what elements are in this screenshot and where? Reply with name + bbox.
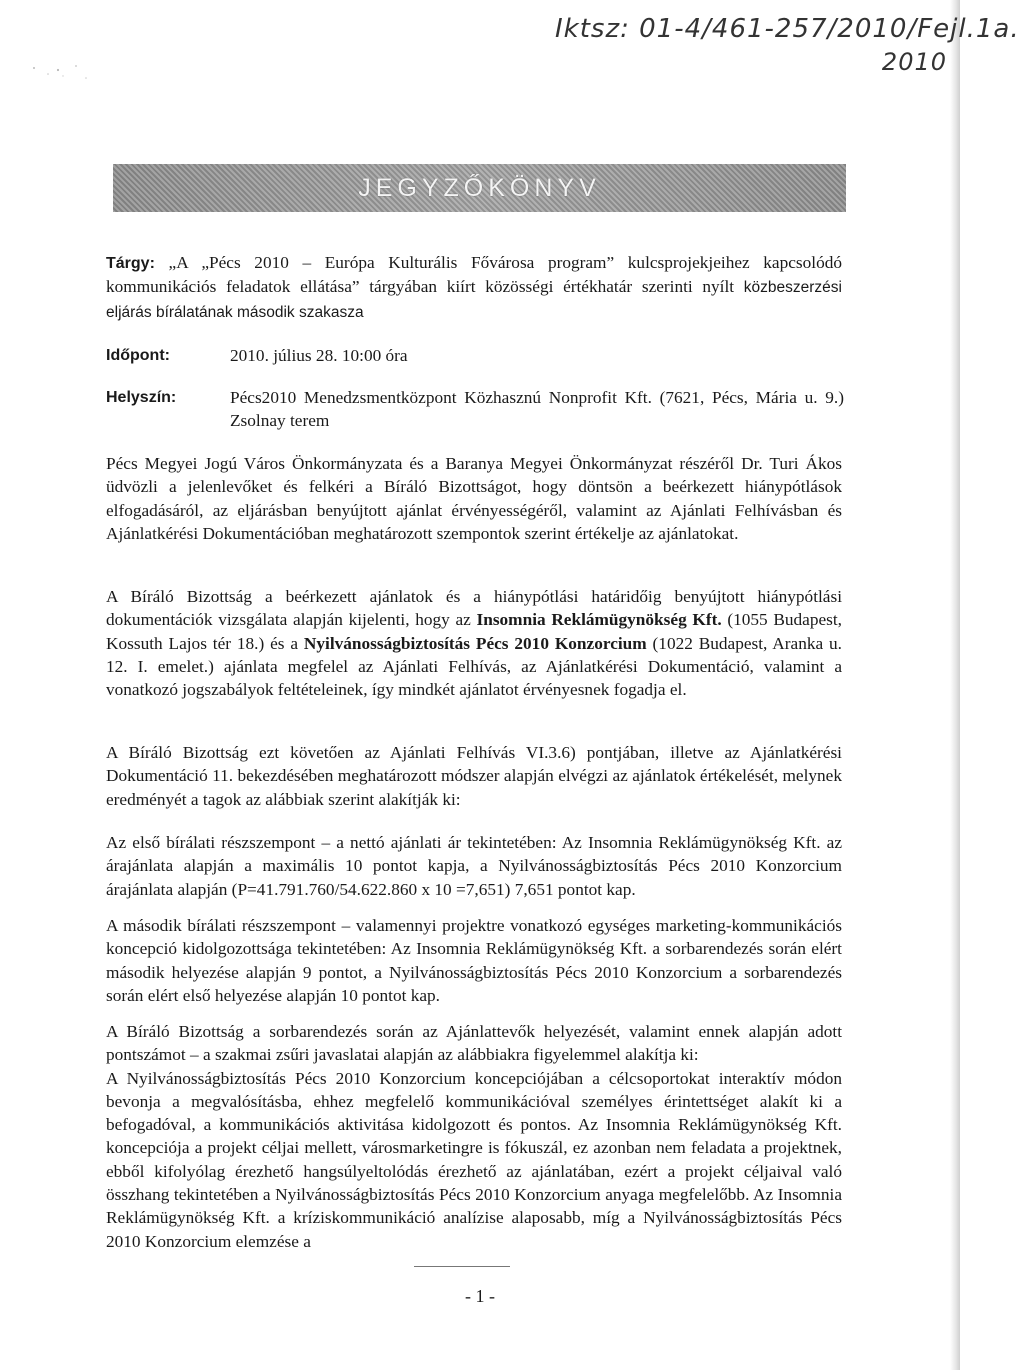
paragraph-validity [106, 585, 842, 701]
location-value: Pécs2010 Menedzsmentközpont Közhasznú Nonprofit Kft. (7621, Pécs, Mária u. 9.) Zsolnay terem [230, 388, 844, 431]
validity-text-2: (1055 Budapest, Kossuth Lajos tér 18.) és a [106, 610, 842, 653]
subject-paragraph [106, 251, 842, 324]
handwritten-reference-number: Iktsz: 01-4/461-257/2010/Fejl.1a. [555, 14, 1020, 44]
footer-rule [414, 1266, 510, 1267]
paragraph-opening: Pécs Megyei Jogú Város Önkormányzata és a Baranya Megyei Önkormányzat részéről Dr. Turi Ákos üdvözli a jelenlevőket és felkéri a Bíráló Bizottságot, hogy döntsön a beérkezett hiánypótlások elfogadásáról, az eljárásban benyújtott ajánlat érvényességéről, valamint az Ajánlati Felhívásban és Ajánlatkérési Dokumentációban meghatározott szempontok szerint értékelje az ajánlatokat. [106, 454, 842, 543]
paragraph-ranking-intro: A Bíráló Bizottság a sorbarendezés során az Ajánlattevők helyezését, valamint ennek alapján adott pontszámot – a szakmai zsűri javaslatai alapján az alábbiakra figyelemmel alakítja ki: [106, 1022, 842, 1065]
subject-block [106, 251, 842, 324]
body-paragraph-4 [106, 831, 842, 901]
body-paragraph-1 [106, 452, 842, 545]
document-title: JEGYZŐKÖNYV [358, 173, 601, 202]
body-paragraph-3 [106, 741, 842, 811]
page-number: - 1 - [465, 1286, 495, 1306]
paragraph-evaluation-method: A Bíráló Bizottság ezt követően az Ajánlati Felhívás VI.3.6) pontjában, illetve az Ajánlatkérési Dokumentáció 11. bekezdésében meghatározott módszer alapján elvégzi az ajánlatok értékelését, melynek eredményét a tagok az alábbiak szerint alakítják ki: [106, 743, 842, 809]
paragraph-first-criterion: Az első bírálati részszempont – a nettó ajánlati ár tekintetében: Az Insomnia Reklámügynökség Kft. az árajánlata alapján a maximális 10 pontot kapja, a Nyilvánosságbiztosítás Pécs 2010 Konzorcium árajánlata alapján (P=41.791.760/54.622.860 x 10 =7,651) 7,651 pontot kap. [106, 833, 842, 899]
scan-edge-shadow [950, 0, 960, 1370]
validity-text-1: A Bíráló Bizottság a beérkezett ajánlatok és a hiánypótlási határidőig benyújtott hiánypótlási dokumentációk vizsgálata alapján kijelenti, hogy az [106, 587, 842, 630]
time-value: 2010. július 28. 10:00 óra [230, 346, 408, 365]
subject-text: „A „Pécs 2010 – Európa Kulturális Fővárosa program” kulcsprojekjeihez kapcsolódó kommunikációs feladatok ellátása” tárgyában kiírt közösségi értékhatár szerinti nyílt [106, 253, 842, 297]
subject-label: Tárgy: [106, 255, 155, 272]
paragraph-second-criterion: A második bírálati részszempont – valamennyi projektre vonatkozó egységes marketing-kommunikációs koncepció kidolgozottsága tekintetében: Az Insomnia Reklámügynökség Kft. a sorbarendezés során elért második helyezése alapján 9 pontot, a Nyilvánosságbiztosítás Pécs 2010 Konzorcium a sorbarendezés során elért első helyezése alapján 10 pontot kap. [106, 916, 842, 1005]
paragraph-ranking-detail: A Nyilvánosságbiztosítás Pécs 2010 Konzorcium koncepciójában a célcsoportokat interaktív módon bevonja a megvalósításba, ehhez megfelelő kommunikációval személyes érintettséget alakít ki a befogadóval, a kommunikációs aktivitása kidolgozott és pontos. Az Insomnia Reklámügynökség Kft. koncepciója a projekt céljai mellett, városmarketingre is fókuszál, ez azonban nem feladata a projektnek, ebből kifolyólag érezhető hangsúlyeltolódás érezhető az ajánlatában, ezért a projekt céljaival való összhang tekintetében a Nyilvánosságbiztosítás Pécs 2010 Konzorcium anyaga megfelelőbb. Az Insomnia Reklámügynökség Kft. a kríziskommunikáció analízise alaposabb, míg a Nyilvánosságbiztosítás Pécs 2010 Konzorcium elemzése a [106, 1068, 842, 1251]
body-paragraph-2 [106, 585, 842, 701]
body-paragraph-6 [106, 1020, 842, 1253]
title-banner [113, 164, 846, 212]
bidder-insomnia: Insomnia Reklámügynökség Kft. [476, 610, 722, 630]
time-label: Időpont: [106, 347, 170, 364]
bidder-konzorcium: Nyilvánosságbiztosítás Pécs 2010 Konzorcium [303, 633, 647, 653]
handwritten-annotation [555, 14, 1020, 76]
handwritten-year: 2010 [881, 48, 947, 76]
location-label: Helyszín: [106, 389, 177, 406]
scan-noise [30, 54, 90, 84]
validity-text-3: (1022 Budapest, Aranka u. 12. I. emelet.) ajánlata megfelel az Ajánlati Felhívás, az Ajánlatkérési Dokumentáció, valamint a vonatkozó jogszabályok feltételeinek, így mindkét ajánlatot érvényesnek fogadja el. [106, 633, 842, 700]
subject-text-tail: közbeszerzési eljárás bírálatának második szakasza [106, 279, 842, 321]
body-paragraph-5 [106, 914, 842, 1007]
